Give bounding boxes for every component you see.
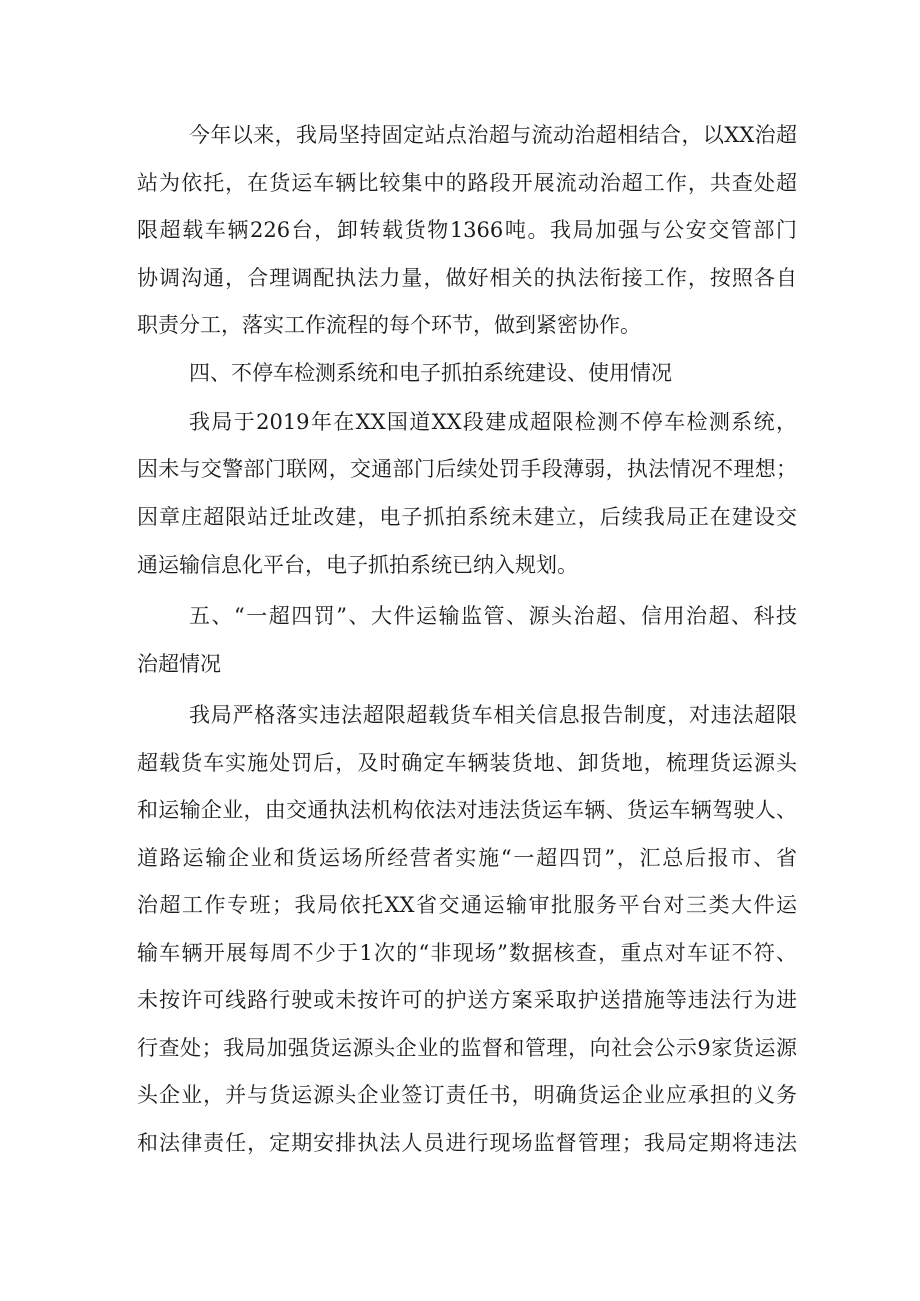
section-heading-4: 四、不停车检测系统和电子抓拍系统建设、使用情况 xyxy=(189,361,672,385)
paragraph-3-line-6: 输车辆开展每周不少于1次的“非现场”数据核查，重点对车证不符、 xyxy=(137,941,797,965)
paragraph-1-line-2: 站为依托，在货运车辆比较集中的路段开展流动治超工作，共查处超 xyxy=(137,171,797,195)
paragraph-3-line-5: 治超工作专班；我局依托XX省交通运输审批服务平台对三类大件运 xyxy=(137,893,797,917)
paragraph-3-line-10: 和法律责任，定期安排执法人员进行现场监督管理；我局定期将违法 xyxy=(137,1131,797,1155)
paragraph-2-line-4: 通运输信息化平台，电子抓拍系统已纳入规划。 xyxy=(137,553,578,577)
paragraph-3-line-1: 我局严格落实违法超限超载货车相关信息报告制度，对违法超限 xyxy=(189,703,797,727)
paragraph-1-line-1: 今年以来，我局坚持固定站点治超与流动治超相结合，以XX治超 xyxy=(189,123,797,147)
paragraph-1-line-3: 限超载车辆226台，卸转载货物1366吨。我局加强与公安交管部门 xyxy=(137,218,797,242)
paragraph-3-line-3: 和运输企业，由交通执法机构依法对违法货运车辆、货运车辆驾驶人、 xyxy=(137,798,797,822)
paragraph-3-line-8: 行查处；我局加强货运源头企业的监督和管理，向社会公示9家货运源 xyxy=(137,1036,797,1060)
paragraph-1-line-4: 协调沟通，合理调配执法力量，做好相关的执法衔接工作，按照各自 xyxy=(137,266,797,290)
section-heading-5-line-2: 治超情况 xyxy=(137,652,221,676)
paragraph-3-line-4: 道路运输企业和货运场所经营者实施“一超四罚”，汇总后报市、省 xyxy=(137,846,797,870)
paragraph-3-line-7: 未按许可线路行驶或未按许可的护送方案采取护送措施等违法行为进 xyxy=(137,988,797,1012)
section-heading-5-line-1: 五、“一超四罚”、大件运输监管、源头治超、信用治超、科技 xyxy=(189,604,797,628)
paragraph-3-line-9: 头企业，并与货运源头企业签订责任书，明确货运企业应承担的义务 xyxy=(137,1083,797,1107)
paragraph-1-line-5: 职责分工，落实工作流程的每个环节，做到紧密协作。 xyxy=(137,313,641,337)
paragraph-2-line-3: 因章庄超限站迁址改建，电子抓拍系统未建立，后续我局正在建设交 xyxy=(137,505,797,529)
paragraph-2-line-2: 因未与交警部门联网，交通部门后续处罚手段薄弱，执法情况不理想； xyxy=(137,457,797,481)
paragraph-3-line-2: 超载货车实施处罚后，及时确定车辆装货地、卸货地，梳理货运源头 xyxy=(137,751,797,775)
paragraph-2-line-1: 我局于2019年在XX国道XX段建成超限检测不停车检测系统， xyxy=(189,410,797,434)
